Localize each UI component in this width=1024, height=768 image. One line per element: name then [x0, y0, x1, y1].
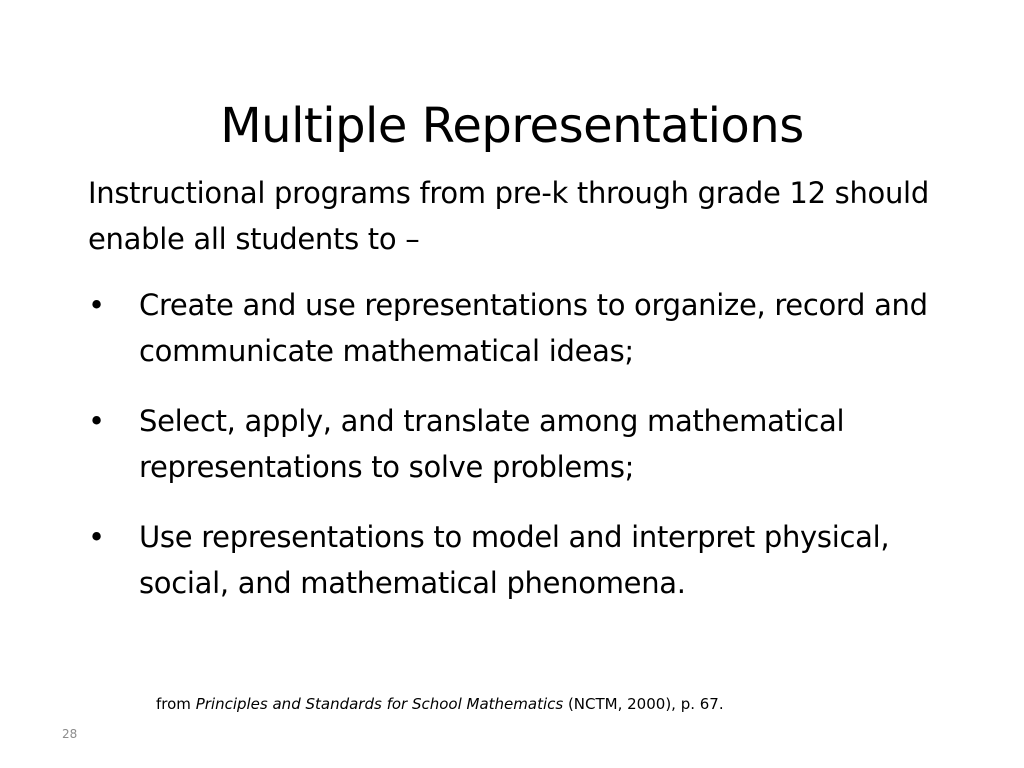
bullet-icon: •	[88, 288, 105, 322]
bullet-item	[88, 514, 948, 606]
bullet-item	[88, 398, 948, 490]
bullet-text: Use representations to model and interpret physical, social, and mathematical phenomena.	[139, 520, 890, 600]
bullet-text: Create and use representations to organize, record and communicate mathematical ideas;	[139, 288, 928, 368]
bullet-list	[88, 282, 948, 606]
citation	[156, 694, 724, 714]
citation-suffix: (NCTM, 2000), p. 67.	[563, 695, 724, 713]
slide-body	[88, 170, 948, 630]
bullet-icon: •	[88, 520, 105, 554]
citation-prefix: from	[156, 695, 196, 713]
bullet-text: Select, apply, and translate among mathematical representations to solve problems;	[139, 404, 845, 484]
bullet-icon: •	[88, 404, 105, 438]
slide-number: 28	[62, 727, 78, 741]
bullet-item	[88, 282, 948, 374]
citation-work-title: Principles and Standards for School Mathematics	[195, 695, 564, 713]
intro-paragraph: Instructional programs from pre-k through grade 12 should enable all students to –	[88, 176, 929, 256]
slide-title: Multiple Representations	[220, 98, 804, 155]
